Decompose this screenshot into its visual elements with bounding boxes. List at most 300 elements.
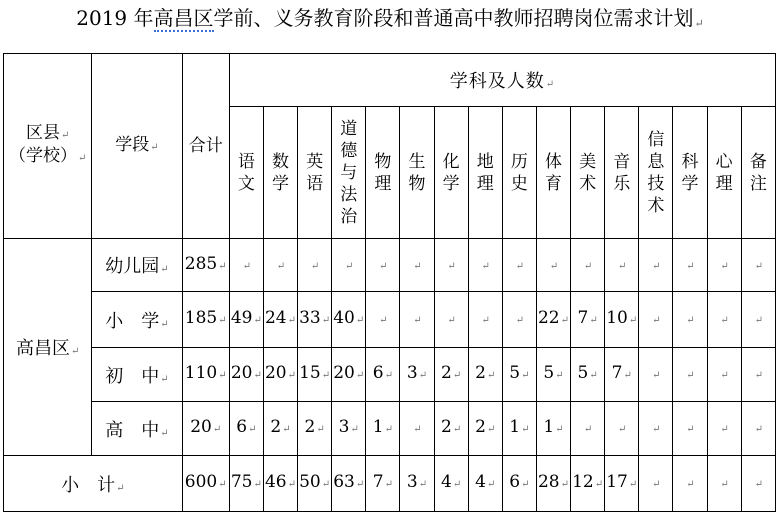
subject-char: 术 bbox=[647, 195, 665, 216]
count-cell bbox=[536, 348, 570, 402]
stage-name: 初 中 bbox=[105, 365, 160, 387]
subject-char: 英 bbox=[306, 151, 324, 172]
subject-header bbox=[468, 107, 502, 239]
count-cell bbox=[536, 292, 570, 348]
count-cell bbox=[707, 402, 741, 456]
count-cell bbox=[366, 239, 400, 292]
count-cell bbox=[229, 348, 263, 402]
count-cell bbox=[571, 402, 605, 456]
subtotal-total bbox=[182, 456, 229, 512]
subject-char: 法 bbox=[340, 184, 358, 205]
subtotal-count-value: 50 bbox=[299, 472, 321, 492]
subtotal-count-value: 63 bbox=[333, 472, 355, 492]
paragraph-mark: ↵ bbox=[754, 370, 764, 381]
stage-cell bbox=[92, 292, 182, 348]
paragraph-mark: ↵ bbox=[321, 370, 331, 381]
total-value: 20 bbox=[190, 417, 212, 437]
count-cell bbox=[263, 348, 297, 402]
count-value: 2 bbox=[475, 417, 486, 437]
paragraph-mark: ↵ bbox=[321, 479, 331, 490]
paragraph-mark: ↵ bbox=[521, 424, 530, 435]
paragraph-mark: ↵ bbox=[160, 373, 169, 385]
subtotal-count-cell bbox=[434, 456, 468, 512]
paragraph-mark: ↵ bbox=[316, 424, 325, 435]
count-cell bbox=[571, 239, 605, 292]
count-cell bbox=[366, 292, 400, 348]
total-value: 185 bbox=[184, 308, 218, 328]
paragraph-mark: ↵ bbox=[628, 479, 638, 490]
count-cell bbox=[298, 402, 332, 456]
subtotal-count-cell bbox=[536, 456, 570, 512]
stage-cell bbox=[92, 402, 182, 456]
count-value: 5 bbox=[509, 363, 521, 383]
count-cell bbox=[298, 239, 332, 292]
paragraph-mark: ↵ bbox=[160, 264, 169, 275]
paragraph-mark: ↵ bbox=[248, 424, 257, 435]
subtotal-count-cell bbox=[639, 456, 673, 512]
count-value: 2 bbox=[270, 417, 282, 437]
table-row bbox=[4, 292, 776, 348]
title-rest: 学前、义务教育阶段和普通高中教师招聘岗位需求计划 bbox=[213, 6, 694, 30]
paragraph-mark: ↵ bbox=[379, 260, 388, 272]
count-cell bbox=[434, 402, 468, 456]
count-cell bbox=[332, 348, 366, 402]
paragraph-mark: ↵ bbox=[618, 260, 627, 272]
paragraph-mark: ↵ bbox=[355, 370, 365, 381]
paragraph-mark: ↵ bbox=[754, 479, 764, 490]
paragraph-mark: ↵ bbox=[355, 479, 365, 490]
count-value: 22 bbox=[537, 308, 560, 328]
paragraph-mark: ↵ bbox=[720, 315, 729, 326]
subtotal-count-cell bbox=[400, 456, 434, 512]
count-value: 20 bbox=[230, 363, 253, 383]
paragraph-mark: ↵ bbox=[686, 424, 695, 435]
stage-name: 幼儿园 bbox=[105, 256, 160, 277]
paragraph-mark: ↵ bbox=[652, 315, 661, 326]
count-cell bbox=[263, 402, 297, 456]
paragraph-mark: ↵ bbox=[447, 260, 456, 272]
count-cell bbox=[605, 292, 639, 348]
total-cell bbox=[182, 348, 229, 402]
paragraph-mark: ↵ bbox=[589, 315, 598, 326]
subject-char: 心 bbox=[715, 151, 733, 172]
count-cell bbox=[434, 239, 468, 292]
subtotal-count-value: 4 bbox=[441, 472, 452, 492]
paragraph-mark: ↵ bbox=[589, 370, 598, 381]
paragraph-mark: ↵ bbox=[720, 260, 729, 272]
paragraph-mark: ↵ bbox=[652, 260, 661, 272]
count-cell bbox=[502, 348, 536, 402]
subject-header bbox=[639, 107, 673, 239]
count-cell bbox=[605, 239, 639, 292]
subject-header bbox=[571, 107, 605, 239]
subject-header bbox=[741, 107, 775, 239]
paragraph-mark: ↵ bbox=[754, 424, 764, 435]
count-cell bbox=[673, 402, 707, 456]
paragraph-mark: ↵ bbox=[515, 315, 525, 326]
district-header-line2: （学校） bbox=[8, 146, 77, 166]
subject-char: 道 bbox=[340, 118, 358, 139]
paragraph-mark: ↵ bbox=[583, 424, 593, 435]
subtotal-count-cell bbox=[741, 456, 775, 512]
count-value: 1 bbox=[543, 417, 555, 437]
count-value: 2 bbox=[441, 363, 452, 383]
paragraph-mark: ↵ bbox=[253, 479, 262, 490]
district-header-line1: 区县 bbox=[25, 123, 60, 143]
paragraph-mark: ↵ bbox=[521, 370, 530, 381]
subtotal-count-value: 46 bbox=[264, 472, 287, 492]
count-cell bbox=[605, 402, 639, 456]
count-cell bbox=[707, 239, 741, 292]
subtotal-count-cell bbox=[263, 456, 297, 512]
subtotal-text: 小 计 bbox=[61, 474, 116, 496]
subtotal-count-cell bbox=[366, 456, 400, 512]
paragraph-mark: ↵ bbox=[486, 370, 496, 381]
paragraph-mark: ↵ bbox=[452, 479, 462, 490]
subject-char: 学 bbox=[272, 173, 289, 194]
subject-header bbox=[605, 107, 639, 239]
count-value: 10 bbox=[606, 308, 628, 328]
subtotal-count-value: 75 bbox=[230, 472, 253, 492]
subject-char: 文 bbox=[237, 173, 255, 194]
subtotal-row bbox=[4, 456, 776, 512]
count-cell bbox=[536, 402, 570, 456]
paragraph-mark: ↵ bbox=[321, 315, 331, 326]
paragraph-mark: ↵ bbox=[686, 315, 695, 326]
subtotal-count-value: 7 bbox=[372, 472, 384, 492]
paragraph-mark: ↵ bbox=[160, 427, 169, 439]
subject-char: 史 bbox=[510, 173, 528, 194]
paragraph-mark: ↵ bbox=[452, 370, 462, 381]
paragraph-mark: ↵ bbox=[413, 260, 422, 272]
paragraph-mark: ↵ bbox=[628, 315, 638, 326]
count-cell bbox=[400, 402, 434, 456]
count-cell bbox=[639, 239, 673, 292]
count-cell bbox=[571, 292, 605, 348]
count-cell bbox=[571, 348, 605, 402]
paragraph-mark: ↵ bbox=[287, 315, 297, 326]
paragraph-mark: ↵ bbox=[560, 315, 570, 326]
subtotal-count-cell bbox=[502, 456, 536, 512]
count-value: 3 bbox=[406, 363, 418, 383]
district-name: 高昌区 bbox=[15, 338, 70, 359]
subject-char: 与 bbox=[340, 162, 358, 183]
count-value: 49 bbox=[230, 308, 253, 328]
subject-header bbox=[263, 107, 297, 239]
count-value: 5 bbox=[577, 363, 589, 383]
count-cell bbox=[468, 292, 502, 348]
stage-cell bbox=[92, 348, 182, 402]
subtotal-count-cell bbox=[605, 456, 639, 512]
subtotal-label bbox=[4, 456, 183, 512]
subject-group-header: 学科及人数↵ bbox=[229, 54, 775, 107]
subtotal-total-value: 600 bbox=[184, 472, 218, 492]
subject-char: 技 bbox=[647, 173, 665, 194]
paragraph-mark: ↵ bbox=[694, 17, 704, 30]
subject-char: 学 bbox=[442, 173, 460, 194]
count-cell bbox=[229, 239, 263, 292]
count-cell bbox=[366, 402, 400, 456]
paragraph-mark: ↵ bbox=[70, 346, 80, 357]
subject-char: 数 bbox=[272, 151, 289, 172]
count-value: 6 bbox=[236, 417, 248, 437]
subtotal-count-value: 4 bbox=[475, 472, 486, 492]
subtotal-count-value: 12 bbox=[572, 472, 594, 492]
paragraph-mark: ↵ bbox=[555, 370, 564, 381]
count-cell bbox=[707, 292, 741, 348]
count-cell bbox=[673, 239, 707, 292]
count-cell bbox=[434, 348, 468, 402]
paragraph-mark: ↵ bbox=[218, 260, 227, 272]
count-cell bbox=[673, 292, 707, 348]
table-row bbox=[4, 239, 776, 292]
count-cell bbox=[298, 348, 332, 402]
paragraph-mark: ↵ bbox=[253, 370, 262, 381]
count-value: 7 bbox=[577, 308, 589, 328]
count-cell bbox=[229, 402, 263, 456]
paragraph-mark: ↵ bbox=[287, 479, 297, 490]
district-cell bbox=[4, 239, 92, 456]
subject-char: 备 bbox=[749, 151, 767, 172]
count-cell bbox=[400, 239, 434, 292]
district-header: 区县↵ （学校）↵ bbox=[4, 54, 92, 239]
subject-char: 音 bbox=[613, 151, 631, 172]
paragraph-mark: ↵ bbox=[686, 479, 695, 490]
subtotal-count-value: 28 bbox=[537, 472, 560, 492]
count-value: 15 bbox=[299, 363, 321, 383]
paragraph-mark: ↵ bbox=[652, 479, 661, 490]
subject-char: 物 bbox=[408, 173, 426, 194]
total-value: 285 bbox=[184, 253, 218, 274]
paragraph-mark: ↵ bbox=[560, 479, 570, 490]
subtotal-count-cell bbox=[468, 456, 502, 512]
subject-char: 育 bbox=[545, 173, 562, 194]
subject-char: 德 bbox=[340, 140, 358, 161]
count-value: 33 bbox=[299, 308, 321, 328]
count-cell bbox=[468, 348, 502, 402]
count-cell bbox=[468, 239, 502, 292]
title-highlight: 高昌区 bbox=[153, 6, 214, 30]
count-value: 2 bbox=[304, 417, 316, 437]
subject-char: 信 bbox=[647, 129, 665, 150]
paragraph-mark: ↵ bbox=[384, 370, 393, 381]
paragraph-mark: ↵ bbox=[486, 479, 496, 490]
paragraph-mark: ↵ bbox=[452, 424, 462, 435]
paragraph-mark: ↵ bbox=[481, 315, 490, 326]
count-cell bbox=[298, 292, 332, 348]
paragraph-mark: ↵ bbox=[379, 315, 388, 326]
count-cell bbox=[502, 402, 536, 456]
count-cell bbox=[332, 292, 366, 348]
paragraph-mark: ↵ bbox=[652, 370, 661, 381]
count-cell bbox=[707, 348, 741, 402]
paragraph-mark: ↵ bbox=[345, 260, 354, 272]
paragraph-mark: ↵ bbox=[594, 479, 604, 490]
count-cell bbox=[434, 292, 468, 348]
paragraph-mark: ↵ bbox=[447, 315, 456, 326]
paragraph-mark: ↵ bbox=[413, 315, 422, 326]
paragraph-mark: ↵ bbox=[652, 424, 661, 435]
count-value: 2 bbox=[441, 417, 452, 437]
count-value: 3 bbox=[338, 417, 350, 437]
paragraph-mark: ↵ bbox=[218, 479, 227, 490]
subject-header bbox=[707, 107, 741, 239]
count-cell bbox=[639, 402, 673, 456]
count-value: 20 bbox=[264, 363, 287, 383]
stage-cell bbox=[92, 239, 182, 292]
paragraph-mark: ↵ bbox=[253, 315, 262, 326]
paragraph-mark: ↵ bbox=[355, 315, 365, 326]
subtotal-count-cell bbox=[229, 456, 263, 512]
count-cell bbox=[400, 348, 434, 402]
count-cell bbox=[639, 292, 673, 348]
paragraph-mark: ↵ bbox=[583, 260, 593, 272]
subject-char: 化 bbox=[442, 151, 460, 172]
subtotal-count-value: 6 bbox=[509, 472, 521, 492]
subject-char: 生 bbox=[408, 151, 426, 172]
count-value: 24 bbox=[264, 308, 287, 328]
subject-char: 语 bbox=[306, 173, 324, 194]
subtotal-count-cell bbox=[332, 456, 366, 512]
total-cell bbox=[182, 402, 229, 456]
subtotal-count-value: 17 bbox=[606, 472, 628, 492]
recruitment-table bbox=[3, 53, 776, 512]
subject-char: 理 bbox=[374, 173, 392, 194]
count-cell bbox=[605, 348, 639, 402]
paragraph-mark: ↵ bbox=[754, 260, 764, 272]
count-cell bbox=[263, 292, 297, 348]
count-cell bbox=[639, 348, 673, 402]
count-cell bbox=[400, 292, 434, 348]
subject-header bbox=[366, 107, 400, 239]
paragraph-mark: ↵ bbox=[481, 260, 490, 272]
table-row bbox=[4, 348, 776, 402]
subtotal-count-value: 3 bbox=[406, 472, 418, 492]
subject-char: 理 bbox=[715, 173, 733, 194]
count-value: 7 bbox=[611, 363, 623, 383]
count-cell bbox=[536, 239, 570, 292]
subject-char: 息 bbox=[647, 151, 665, 172]
count-cell bbox=[468, 402, 502, 456]
count-value: 5 bbox=[543, 363, 555, 383]
paragraph-mark: ↵ bbox=[618, 424, 627, 435]
subject-header bbox=[229, 107, 263, 239]
subject-header bbox=[298, 107, 332, 239]
subject-char: 历 bbox=[510, 151, 528, 172]
subtotal-count-cell bbox=[707, 456, 741, 512]
subject-char: 术 bbox=[579, 173, 597, 194]
paragraph-mark: ↵ bbox=[720, 370, 729, 381]
subtotal-count-cell bbox=[673, 456, 707, 512]
paragraph-mark: ↵ bbox=[515, 260, 525, 272]
table-row bbox=[4, 402, 776, 456]
count-value: 6 bbox=[372, 363, 384, 383]
subject-char: 科 bbox=[681, 151, 699, 172]
subject-char: 地 bbox=[476, 151, 494, 172]
total-cell bbox=[182, 292, 229, 348]
paragraph-mark: ↵ bbox=[521, 479, 530, 490]
count-value: 1 bbox=[372, 417, 384, 437]
count-cell bbox=[502, 239, 536, 292]
count-cell bbox=[673, 348, 707, 402]
subject-header bbox=[434, 107, 468, 239]
subject-char: 语 bbox=[237, 151, 255, 172]
count-cell bbox=[366, 348, 400, 402]
stage-name: 小 学 bbox=[105, 310, 160, 332]
paragraph-mark: ↵ bbox=[212, 424, 222, 435]
paragraph-mark: ↵ bbox=[242, 260, 252, 272]
count-cell bbox=[332, 402, 366, 456]
count-cell bbox=[741, 292, 775, 348]
count-value: 20 bbox=[333, 363, 355, 383]
subject-char: 乐 bbox=[613, 173, 631, 194]
paragraph-mark: ↵ bbox=[486, 424, 496, 435]
count-cell bbox=[741, 239, 775, 292]
paragraph-mark: ↵ bbox=[555, 424, 564, 435]
paragraph-mark: ↵ bbox=[276, 260, 286, 272]
subject-header bbox=[673, 107, 707, 239]
subject-header bbox=[536, 107, 570, 239]
subtotal-count-cell bbox=[298, 456, 332, 512]
subject-char: 注 bbox=[749, 173, 767, 194]
subject-char: 物 bbox=[374, 151, 392, 172]
paragraph-mark: ↵ bbox=[418, 370, 428, 381]
count-cell bbox=[263, 239, 297, 292]
title-prefix: 2019 年 bbox=[76, 6, 154, 30]
paragraph-mark: ↵ bbox=[623, 370, 632, 381]
subject-header bbox=[502, 107, 536, 239]
total-cell bbox=[182, 239, 229, 292]
paragraph-mark: ↵ bbox=[218, 370, 227, 381]
stage-header: 学段↵ bbox=[92, 54, 182, 239]
paragraph-mark: ↵ bbox=[287, 370, 297, 381]
paragraph-mark: ↵ bbox=[720, 424, 729, 435]
paragraph-mark: ↵ bbox=[413, 424, 422, 435]
paragraph-mark: ↵ bbox=[384, 424, 393, 435]
subject-header bbox=[400, 107, 434, 239]
total-header: 合计 bbox=[182, 54, 229, 239]
count-cell bbox=[502, 292, 536, 348]
count-cell bbox=[741, 402, 775, 456]
paragraph-mark: ↵ bbox=[218, 315, 227, 326]
subject-char: 理 bbox=[476, 173, 494, 194]
paragraph-mark: ↵ bbox=[720, 479, 729, 490]
paragraph-mark: ↵ bbox=[384, 479, 393, 490]
count-value: 2 bbox=[475, 363, 486, 383]
count-value: 1 bbox=[509, 417, 521, 437]
count-cell bbox=[229, 292, 263, 348]
subject-header bbox=[332, 107, 366, 239]
subject-char: 体 bbox=[545, 151, 562, 172]
count-cell bbox=[332, 239, 366, 292]
document-title bbox=[0, 4, 780, 32]
paragraph-mark: ↵ bbox=[310, 260, 320, 272]
paragraph-mark: ↵ bbox=[282, 424, 291, 435]
paragraph-mark: ↵ bbox=[350, 424, 359, 435]
stage-name: 高 中 bbox=[105, 419, 160, 441]
paragraph-mark: ↵ bbox=[160, 318, 169, 330]
count-cell bbox=[741, 348, 775, 402]
paragraph-mark: ↵ bbox=[549, 260, 559, 272]
subject-char: 学 bbox=[681, 173, 699, 194]
total-value: 110 bbox=[184, 363, 218, 383]
subject-char: 治 bbox=[340, 206, 358, 227]
paragraph-mark: ↵ bbox=[686, 370, 695, 381]
count-value: 40 bbox=[333, 308, 355, 328]
paragraph-mark: ↵ bbox=[116, 482, 125, 494]
paragraph-mark: ↵ bbox=[686, 260, 695, 272]
paragraph-mark: ↵ bbox=[418, 479, 428, 490]
